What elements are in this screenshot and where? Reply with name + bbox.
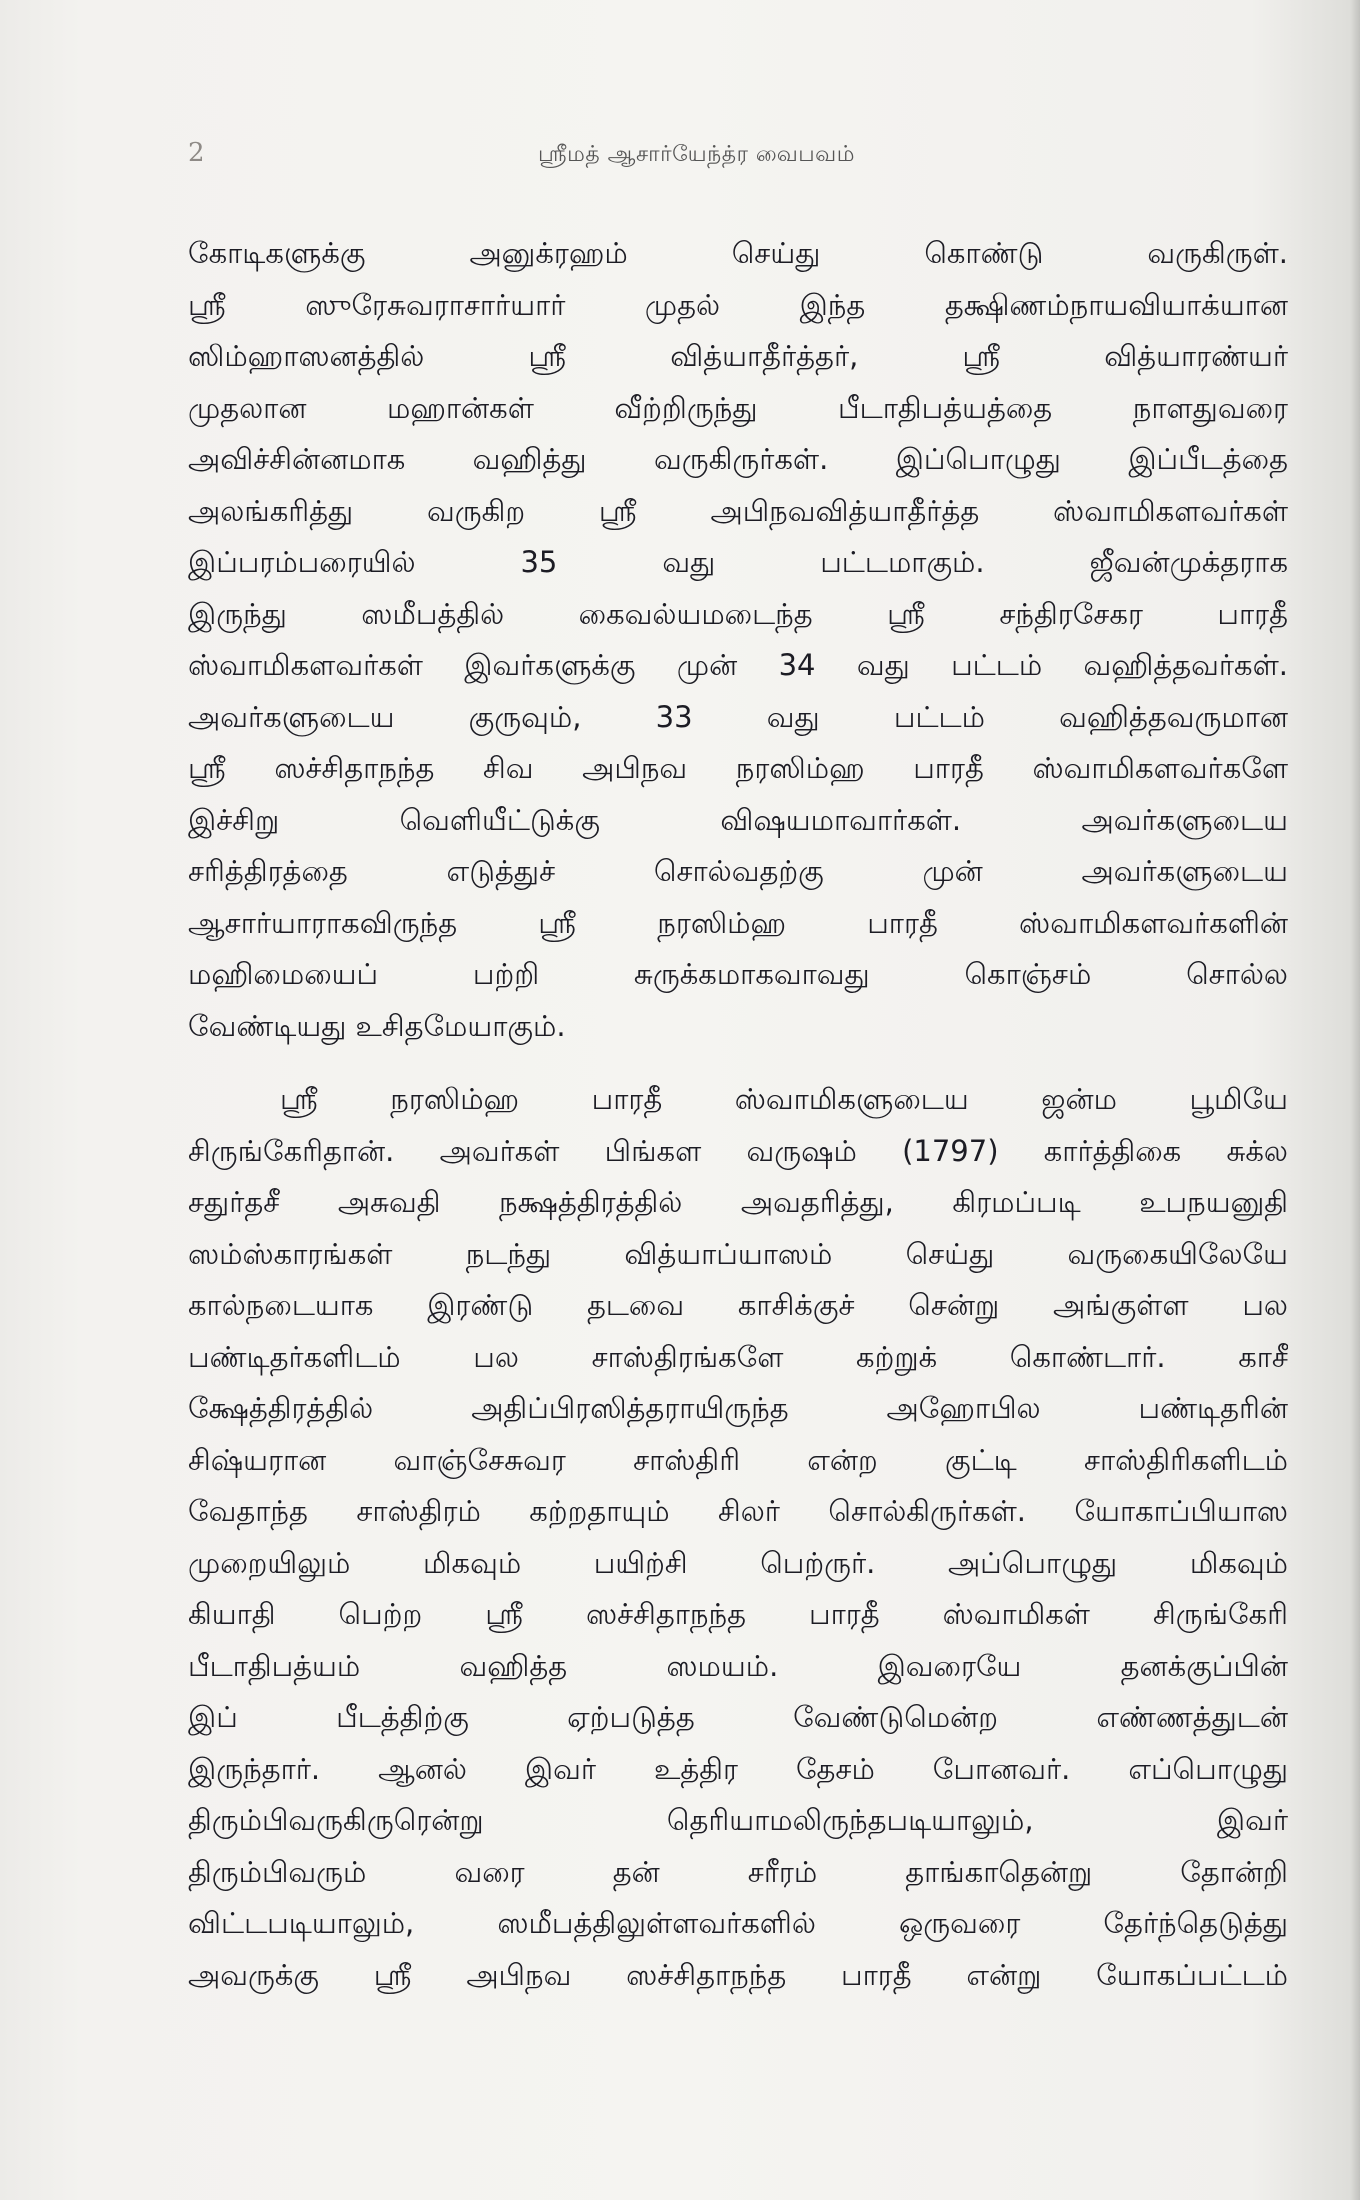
text-line: விட்டபடியாலும், ஸமீபத்திலுள்ளவர்களில் ஒருவரை தேர்ந்தெடுத்து [188,1906,1288,1940]
text-line: இப் பீடத்திற்கு ஏற்படுத்த வேண்டுமென்ற எண்ணத்துடன் [188,1700,1288,1734]
text-line: ஸ்ரீ ஸுரேசுவராசார்யார் முதல் இந்த தக்ஷிணம்நாயவியாக்யான [188,287,1288,322]
page-number: 2 [188,138,205,168]
paragraph-1 [188,228,1288,1052]
text-line: திரும்பிவருகிருரென்று தெரியாமலிருந்தபடியாலும், இவர் [188,1803,1288,1837]
text-line: இருந்தார். ஆனல் இவர் உத்திர தேசம் போனவர். எப்பொழுது [188,1751,1288,1786]
text-line: ஸம்ஸ்காரங்கள் நடந்து வித்யாப்யாஸம் செய்து வருகையிலேயே [188,1236,1288,1271]
text-line: அலங்கரித்து வருகிற ஸ்ரீ அபிநவவித்யாதீர்த்த ஸ்வாமிகளவர்கள் [188,493,1288,528]
text-line: கியாதி பெற்ற ஸ்ரீ ஸச்சிதாநந்த பாரதீ ஸ்வாமிகள் சிருங்கேரி [188,1597,1288,1631]
page-header [188,138,1288,178]
text-line: பீடாதிபத்யம் வஹித்த ஸமயம். இவரையே தனக்குப்பின் [188,1648,1288,1683]
text-line: இருந்து ஸமீபத்தில் கைவல்யமடைந்த ஸ்ரீ சந்திரசேகர பாரதீ [188,596,1288,631]
text-line: இப்பரம்பரையில் 35 வது பட்டமாகும். ஜீவன்முக்தராக [188,545,1288,579]
text-line: அவிச்சின்னமாக வஹித்து வருகிருர்கள். இப்பொழுது இப்பீடத்தை [188,442,1288,476]
text-line: இச்சிறு வெளியீட்டுக்கு விஷயமாவார்கள். அவர்களுடைய [188,802,1288,837]
text-line: ஸ்ரீ ஸச்சிதாநந்த சிவ அபிநவ நரஸிம்ஹ பாரதீ ஸ்வாமிகளவர்களே [188,751,1288,785]
text-line: கோடிகளுக்கு அனுக்ரஹம் செய்து கொண்டு வருகிருள். [188,236,1288,270]
text-line: அவருக்கு ஸ்ரீ அபிநவ ஸச்சிதாநந்த பாரதீ என்று யோகப்பட்டம் [188,1957,1288,1992]
text-line: ஸ்வாமிகளவர்கள் இவர்களுக்கு முன் 34 வது பட்டம் வஹித்தவர்கள். [188,648,1288,682]
text-line: ஸிம்ஹாஸனத்தில் ஸ்ரீ வித்யாதீர்த்தர், ஸ்ரீ வித்யாரண்யர் [188,339,1288,373]
text-line: சிருங்கேரிதான். அவர்கள் பிங்கள வருஷம் (1797) கார்த்திகை சுக்ல [188,1133,1288,1168]
text-line: க்ஷேத்திரத்தில் அதிப்பிரஸித்தராயிருந்த அஹோபில பண்டிதரின் [188,1391,1288,1425]
text-line: வேதாந்த சாஸ்திரம் கற்றதாயும் சிலர் சொல்கிருர்கள். யோகாப்பியாஸ [188,1494,1288,1528]
text-line: சரித்திரத்தை எடுத்துச் சொல்வதற்கு முன் அவர்களுடைய [188,854,1288,888]
text-line: ஸ்ரீ நரஸிம்ஹ பாரதீ ஸ்வாமிகளுடைய ஜன்ம பூமியே [280,1082,1288,1116]
text-line: பண்டிதர்களிடம் பல சாஸ்திரங்களே கற்றுக் கொண்டார். காசீ [188,1339,1288,1374]
text-line: திரும்பிவரும் வரை தன் சரீரம் தாங்காதென்று தோன்றி [188,1854,1288,1889]
text-line: கால்நடையாக இரண்டு தடவை காசிக்குச் சென்று அங்குள்ள பல [188,1288,1288,1322]
paragraph-2 [188,1074,1288,2001]
text-line: மஹிமையைப் பற்றி சுருக்கமாகவாவது கொஞ்சம் சொல்ல [188,957,1288,991]
text-line: முதலான மஹான்கள் வீற்றிருந்து பீடாதிபத்யத்தை நாளதுவரை [188,390,1288,425]
body-text [188,228,1288,2001]
text-line: அவர்களுடைய குருவும், 33 வது பட்டம் வஹித்தவருமான [188,699,1288,734]
text-line: சிஷ்யரான வாஞ்சேசுவர சாஸ்திரி என்ற குட்டி சாஸ்திரிகளிடம் [188,1442,1288,1477]
page-edge-shadow [1350,0,1360,2200]
text-line: வேண்டியது உசிதமேயாகும். [188,1008,566,1043]
text-line: முறையிலும் மிகவும் பயிற்சி பெற்ருர். அப்பொழுது மிகவும் [188,1545,1288,1580]
running-title: ஸ்ரீமத் ஆசார்யேந்த்ர வைபவம் [538,142,855,167]
text-line: ஆசார்யாராகவிருந்த ஸ்ரீ நரஸிம்ஹ பாரதீ ஸ்வாமிகளவர்களின் [188,905,1288,940]
text-line: சதுர்தசீ அசுவதி நக்ஷத்திரத்தில் அவதரித்து, கிரமப்படி உபநயனுதி [188,1185,1288,1219]
paragraph-gap [188,1052,1288,1074]
